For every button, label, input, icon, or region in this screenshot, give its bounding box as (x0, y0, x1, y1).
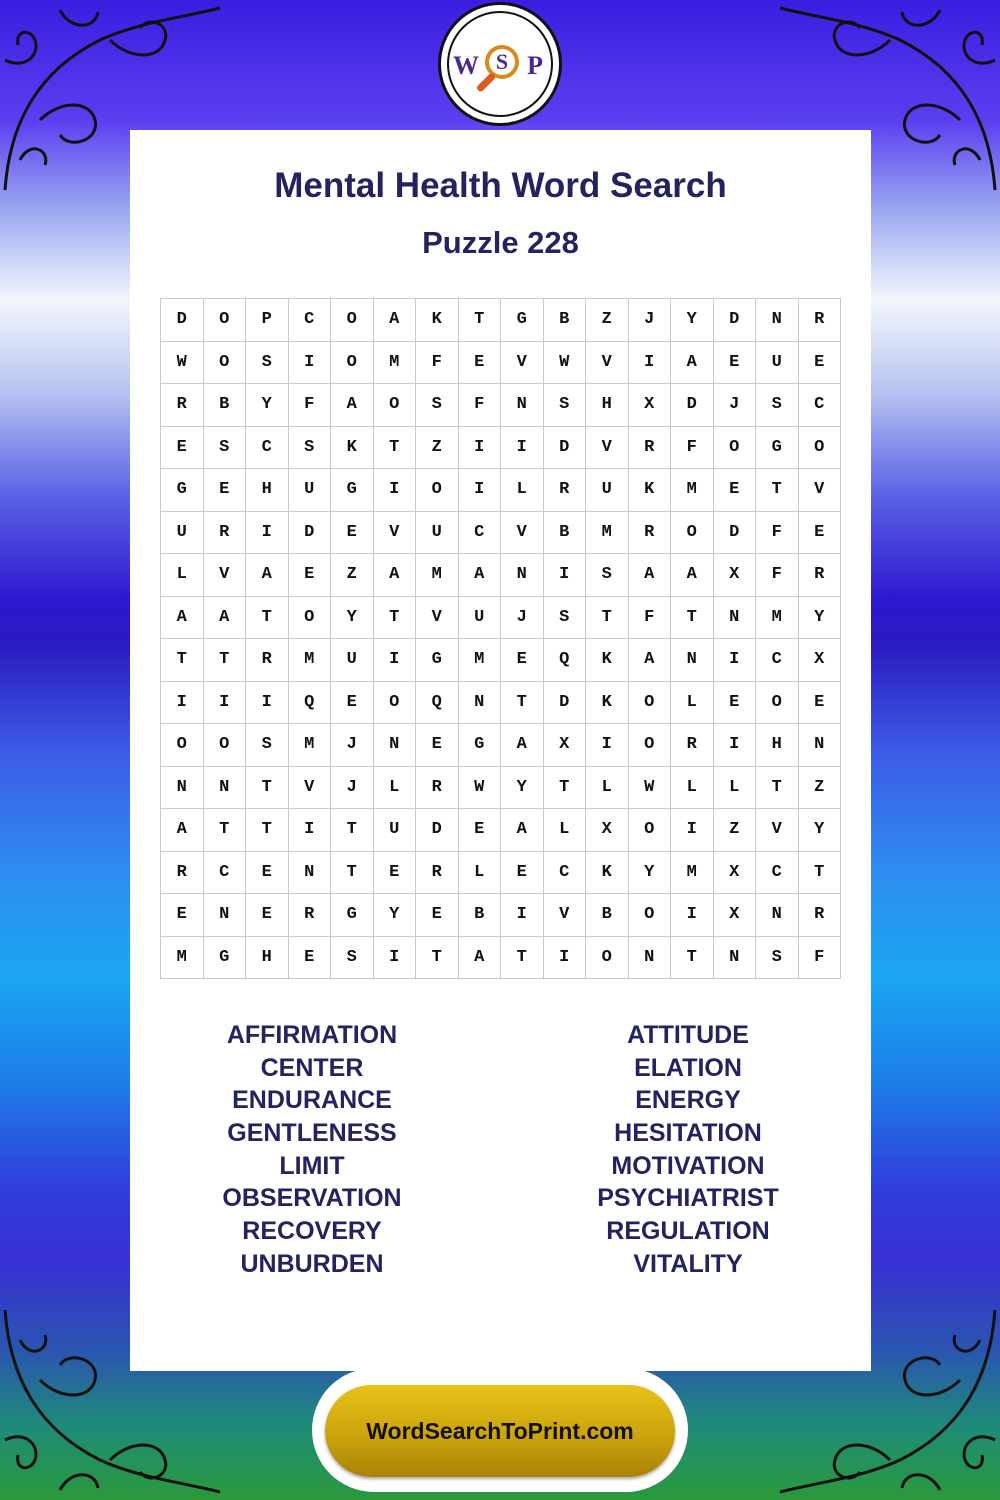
grid-cell[interactable]: I (501, 427, 544, 470)
grid-cell[interactable]: N (459, 682, 502, 725)
grid-cell[interactable]: N (629, 937, 672, 980)
grid-cell[interactable]: X (586, 809, 629, 852)
grid-cell[interactable]: G (416, 639, 459, 682)
grid-cell[interactable]: F (756, 554, 799, 597)
grid-cell[interactable]: H (756, 724, 799, 767)
grid-cell[interactable]: N (714, 597, 757, 640)
grid-cell[interactable]: I (374, 937, 417, 980)
grid-cell[interactable]: A (671, 342, 714, 385)
grid-cell[interactable]: A (204, 597, 247, 640)
grid-cell[interactable]: B (544, 512, 587, 555)
grid-cell[interactable]: M (459, 639, 502, 682)
grid-cell[interactable]: H (586, 384, 629, 427)
grid-cell[interactable]: I (246, 682, 289, 725)
grid-cell[interactable]: S (756, 937, 799, 980)
grid-cell[interactable]: E (799, 682, 842, 725)
grid-cell[interactable]: O (331, 299, 374, 342)
word-item: LIMIT (279, 1151, 345, 1180)
word-item: ELATION (634, 1053, 742, 1082)
grid-cell[interactable]: U (416, 512, 459, 555)
grid-cell[interactable]: T (331, 809, 374, 852)
grid-cell[interactable]: V (416, 597, 459, 640)
grid-cell[interactable]: E (289, 554, 332, 597)
grid-cell[interactable]: A (161, 809, 204, 852)
grid-cell[interactable]: A (246, 554, 289, 597)
grid-cell[interactable]: C (544, 852, 587, 895)
grid-cell[interactable]: L (544, 809, 587, 852)
grid-cell[interactable]: G (161, 469, 204, 512)
grid-cell[interactable]: A (161, 597, 204, 640)
grid-cell[interactable]: I (586, 724, 629, 767)
grid-cell[interactable]: E (459, 342, 502, 385)
grid-cell[interactable]: O (374, 384, 417, 427)
grid-cell[interactable]: E (161, 894, 204, 937)
grid-cell[interactable]: E (246, 894, 289, 937)
grid-cell[interactable]: V (501, 512, 544, 555)
grid-cell[interactable]: E (799, 512, 842, 555)
grid-cell[interactable]: W (629, 767, 672, 810)
grid-cell[interactable]: B (204, 384, 247, 427)
grid-cell[interactable]: Z (799, 767, 842, 810)
grid-cell[interactable]: W (544, 342, 587, 385)
logo-letter-s: S (495, 49, 509, 74)
grid-cell[interactable]: M (671, 852, 714, 895)
grid-cell[interactable]: E (416, 724, 459, 767)
grid-cell[interactable]: M (671, 469, 714, 512)
grid-cell[interactable]: Y (501, 767, 544, 810)
grid-cell[interactable]: E (161, 427, 204, 470)
grid-cell[interactable]: L (374, 767, 417, 810)
grid-cell[interactable]: M (161, 937, 204, 980)
grid-cell[interactable]: R (544, 469, 587, 512)
grid-cell[interactable]: Y (799, 597, 842, 640)
grid-cell[interactable]: T (374, 427, 417, 470)
grid-cell[interactable]: G (459, 724, 502, 767)
site-link-button[interactable]: WordSearchToPrint.com (325, 1385, 675, 1477)
grid-cell[interactable]: C (799, 384, 842, 427)
grid-cell[interactable]: S (331, 937, 374, 980)
grid-cell[interactable]: G (331, 469, 374, 512)
word-list-right (528, 1019, 848, 1281)
grid-cell[interactable]: L (586, 767, 629, 810)
grid-cell[interactable]: T (331, 852, 374, 895)
grid-cell[interactable]: V (544, 894, 587, 937)
grid-cell[interactable]: V (586, 427, 629, 470)
grid-cell[interactable]: S (544, 384, 587, 427)
word-item: CENTER (260, 1053, 364, 1082)
word-item: PSYCHIATRIST (597, 1184, 779, 1213)
grid-cell[interactable]: O (161, 724, 204, 767)
grid-cell[interactable]: E (459, 809, 502, 852)
grid-cell[interactable]: O (289, 597, 332, 640)
grid-cell[interactable]: R (799, 894, 842, 937)
grid-cell[interactable]: N (671, 639, 714, 682)
grid-cell[interactable]: I (501, 894, 544, 937)
grid-cell[interactable]: G (331, 894, 374, 937)
grid-cell[interactable]: S (544, 597, 587, 640)
grid-cell[interactable]: F (629, 597, 672, 640)
grid-cell[interactable]: S (416, 384, 459, 427)
grid-cell[interactable]: D (289, 512, 332, 555)
grid-cell[interactable]: Z (331, 554, 374, 597)
grid-cell[interactable]: A (501, 724, 544, 767)
grid-cell[interactable]: S (204, 427, 247, 470)
grid-cell[interactable]: J (714, 384, 757, 427)
grid-cell[interactable]: N (756, 299, 799, 342)
word-item: ENDURANCE (232, 1086, 392, 1115)
grid-cell[interactable]: I (629, 342, 672, 385)
grid-cell[interactable]: T (246, 767, 289, 810)
grid-cell[interactable]: E (799, 342, 842, 385)
grid-cell[interactable]: A (331, 384, 374, 427)
page-title: Mental Health Word Search (274, 166, 727, 205)
word-item: REGULATION (606, 1217, 770, 1246)
grid-cell[interactable]: U (459, 597, 502, 640)
word-item: ENERGY (635, 1086, 741, 1115)
grid-cell[interactable]: T (246, 597, 289, 640)
grid-cell[interactable]: O (671, 512, 714, 555)
grid-cell[interactable]: O (586, 937, 629, 980)
grid-cell[interactable]: I (289, 342, 332, 385)
grid-cell[interactable]: T (799, 852, 842, 895)
grid-cell[interactable]: O (204, 342, 247, 385)
grid-cell[interactable]: R (799, 299, 842, 342)
grid-cell[interactable]: I (544, 554, 587, 597)
grid-cell[interactable]: I (161, 682, 204, 725)
word-item: RECOVERY (242, 1217, 382, 1246)
word-item: OBSERVATION (222, 1184, 402, 1213)
grid-cell[interactable]: M (289, 639, 332, 682)
grid-cell[interactable]: I (459, 469, 502, 512)
grid-cell[interactable]: S (586, 554, 629, 597)
grid-cell[interactable]: Y (629, 852, 672, 895)
grid-cell[interactable]: C (756, 639, 799, 682)
grid-cell[interactable]: O (204, 299, 247, 342)
grid-cell[interactable]: V (289, 767, 332, 810)
grid-cell[interactable]: R (204, 512, 247, 555)
grid-cell[interactable]: N (501, 554, 544, 597)
word-item: AFFIRMATION (226, 1021, 398, 1049)
grid-cell[interactable]: L (671, 682, 714, 725)
grid-cell[interactable]: A (671, 554, 714, 597)
grid-cell[interactable]: V (756, 809, 799, 852)
grid-cell[interactable]: D (161, 299, 204, 342)
grid-cell[interactable]: M (756, 597, 799, 640)
grid-cell[interactable]: Y (799, 809, 842, 852)
grid-cell[interactable]: T (374, 597, 417, 640)
grid-cell[interactable]: J (629, 299, 672, 342)
grid-cell[interactable]: M (289, 724, 332, 767)
grid-cell[interactable]: R (629, 427, 672, 470)
grid-cell[interactable]: D (416, 809, 459, 852)
grid-cell[interactable]: T (459, 299, 502, 342)
logo-letter-w: W (453, 51, 479, 80)
grid-cell[interactable]: O (714, 427, 757, 470)
grid-cell[interactable]: O (629, 809, 672, 852)
grid-cell[interactable]: A (374, 299, 417, 342)
grid-cell[interactable]: R (671, 724, 714, 767)
grid-cell[interactable]: L (459, 852, 502, 895)
grid-cell[interactable]: C (204, 852, 247, 895)
grid-cell[interactable]: F (799, 937, 842, 980)
grid-cell[interactable]: A (374, 554, 417, 597)
grid-cell[interactable]: E (331, 512, 374, 555)
grid-cell[interactable]: N (289, 852, 332, 895)
grid-cell[interactable]: T (756, 767, 799, 810)
grid-cell[interactable]: F (756, 512, 799, 555)
grid-cell[interactable]: O (331, 342, 374, 385)
grid-cell[interactable]: D (544, 682, 587, 725)
grid-cell[interactable]: R (629, 512, 672, 555)
grid-cell[interactable]: D (714, 512, 757, 555)
grid-cell[interactable]: Y (374, 894, 417, 937)
grid-cell[interactable]: X (544, 724, 587, 767)
grid-cell[interactable]: O (799, 427, 842, 470)
grid-cell[interactable]: I (289, 809, 332, 852)
grid-cell[interactable]: U (289, 469, 332, 512)
word-item: ATTITUDE (627, 1021, 749, 1049)
grid-cell[interactable]: H (246, 937, 289, 980)
word-item: HESITATION (614, 1119, 762, 1148)
grid-cell[interactable]: X (714, 852, 757, 895)
grid-cell[interactable]: E (714, 342, 757, 385)
grid-cell[interactable]: T (586, 597, 629, 640)
word-item: UNBURDEN (240, 1249, 384, 1278)
grid-cell[interactable]: I (459, 427, 502, 470)
grid-cell[interactable]: X (714, 554, 757, 597)
grid-cell[interactable]: R (246, 639, 289, 682)
logo-letter-p: P (527, 51, 543, 80)
grid-cell[interactable]: J (501, 597, 544, 640)
grid-cell[interactable]: U (161, 512, 204, 555)
grid-cell[interactable]: C (246, 427, 289, 470)
word-item: GENTLENESS (227, 1119, 397, 1148)
grid-cell[interactable]: E (204, 469, 247, 512)
grid-cell[interactable]: A (459, 937, 502, 980)
grid-cell[interactable]: H (246, 469, 289, 512)
grid-cell[interactable]: W (459, 767, 502, 810)
grid-cell[interactable]: B (586, 894, 629, 937)
grid-cell[interactable]: K (586, 852, 629, 895)
grid-cell[interactable]: V (501, 342, 544, 385)
word-item: VITALITY (633, 1249, 743, 1278)
grid-cell[interactable]: U (586, 469, 629, 512)
grid-cell[interactable]: R (161, 852, 204, 895)
grid-cell[interactable]: I (374, 639, 417, 682)
grid-cell[interactable]: Z (714, 809, 757, 852)
grid-cell[interactable]: O (204, 724, 247, 767)
grid-cell[interactable]: I (374, 469, 417, 512)
grid-cell[interactable]: F (459, 384, 502, 427)
grid-cell[interactable]: G (501, 299, 544, 342)
grid-cell[interactable]: E (714, 682, 757, 725)
grid-cell[interactable]: R (416, 852, 459, 895)
grid-cell[interactable]: I (671, 894, 714, 937)
grid-cell[interactable]: L (671, 767, 714, 810)
grid-cell[interactable]: T (544, 767, 587, 810)
grid-cell[interactable]: S (756, 384, 799, 427)
grid-cell[interactable]: E (374, 852, 417, 895)
grid-cell[interactable]: N (374, 724, 417, 767)
grid-cell[interactable]: W (161, 342, 204, 385)
grid-cell[interactable]: U (374, 809, 417, 852)
grid-cell[interactable]: L (501, 469, 544, 512)
grid-cell[interactable]: T (756, 469, 799, 512)
grid-cell[interactable]: X (714, 894, 757, 937)
grid-cell[interactable]: D (671, 384, 714, 427)
grid-cell[interactable]: V (204, 554, 247, 597)
grid-cell[interactable]: U (756, 342, 799, 385)
grid-cell[interactable]: R (289, 894, 332, 937)
grid-cell[interactable]: T (501, 682, 544, 725)
grid-cell[interactable]: J (331, 724, 374, 767)
grid-cell[interactable]: N (204, 767, 247, 810)
grid-cell[interactable]: Y (246, 384, 289, 427)
grid-cell[interactable]: T (501, 937, 544, 980)
grid-cell[interactable]: G (204, 937, 247, 980)
grid-cell[interactable]: E (289, 937, 332, 980)
grid-cell[interactable]: L (161, 554, 204, 597)
grid-cell[interactable]: I (204, 682, 247, 725)
letter-grid (160, 298, 841, 979)
word-item: MOTIVATION (611, 1151, 765, 1180)
grid-cell[interactable]: L (714, 767, 757, 810)
grid-cell[interactable]: N (756, 894, 799, 937)
grid-cell[interactable]: U (331, 639, 374, 682)
grid-cell[interactable]: E (501, 852, 544, 895)
grid-cell[interactable]: V (586, 342, 629, 385)
grid-cell[interactable]: D (544, 427, 587, 470)
grid-cell[interactable]: E (246, 852, 289, 895)
grid-cell[interactable]: M (374, 342, 417, 385)
grid-cell[interactable]: A (501, 809, 544, 852)
grid-cell[interactable]: F (671, 427, 714, 470)
grid-cell[interactable]: V (799, 469, 842, 512)
grid-cell[interactable]: N (799, 724, 842, 767)
grid-cell[interactable]: A (459, 554, 502, 597)
grid-cell[interactable]: O (416, 469, 459, 512)
grid-cell[interactable]: D (714, 299, 757, 342)
grid-cell[interactable]: M (416, 554, 459, 597)
grid-cell[interactable]: K (586, 682, 629, 725)
grid-cell[interactable]: B (544, 299, 587, 342)
grid-cell[interactable]: N (161, 767, 204, 810)
grid-cell[interactable]: I (544, 937, 587, 980)
grid-cell[interactable]: X (799, 639, 842, 682)
grid-cell[interactable]: C (289, 299, 332, 342)
grid-cell[interactable]: I (714, 724, 757, 767)
grid-cell[interactable]: J (331, 767, 374, 810)
grid-cell[interactable]: R (799, 554, 842, 597)
grid-cell[interactable]: Y (331, 597, 374, 640)
grid-cell[interactable]: O (629, 894, 672, 937)
grid-cell[interactable]: T (671, 937, 714, 980)
wsp-logo[interactable] (438, 2, 562, 126)
grid-cell[interactable]: Z (416, 427, 459, 470)
grid-cell[interactable]: Q (544, 639, 587, 682)
grid-cell[interactable]: K (586, 639, 629, 682)
grid-cell[interactable]: T (161, 639, 204, 682)
grid-cell[interactable]: G (756, 427, 799, 470)
grid-cell[interactable]: T (416, 937, 459, 980)
grid-cell[interactable]: O (629, 682, 672, 725)
grid-cell[interactable]: E (501, 639, 544, 682)
grid-cell[interactable]: I (671, 809, 714, 852)
grid-cell[interactable]: K (629, 469, 672, 512)
grid-cell[interactable]: O (374, 682, 417, 725)
grid-cell[interactable]: R (161, 384, 204, 427)
grid-cell[interactable]: E (331, 682, 374, 725)
grid-cell[interactable]: A (629, 639, 672, 682)
grid-cell[interactable]: Q (289, 682, 332, 725)
puzzle-number: Puzzle 228 (422, 225, 579, 260)
grid-cell[interactable]: R (416, 767, 459, 810)
grid-cell[interactable]: C (459, 512, 502, 555)
grid-cell[interactable]: S (289, 427, 332, 470)
grid-cell[interactable]: E (714, 469, 757, 512)
grid-cell[interactable]: Z (586, 299, 629, 342)
grid-cell[interactable]: T (204, 809, 247, 852)
grid-cell[interactable]: I (246, 512, 289, 555)
grid-cell[interactable]: X (629, 384, 672, 427)
grid-cell[interactable]: T (246, 809, 289, 852)
grid-cell[interactable]: A (629, 554, 672, 597)
grid-cell[interactable]: O (756, 682, 799, 725)
grid-cell[interactable]: N (501, 384, 544, 427)
grid-cell[interactable]: F (289, 384, 332, 427)
grid-cell[interactable]: F (416, 342, 459, 385)
grid-cell[interactable]: V (374, 512, 417, 555)
grid-cell[interactable]: T (204, 639, 247, 682)
grid-cell[interactable]: B (459, 894, 502, 937)
grid-cell[interactable]: Y (671, 299, 714, 342)
grid-cell[interactable]: Q (416, 682, 459, 725)
grid-cell[interactable]: N (204, 894, 247, 937)
grid-cell[interactable]: S (246, 342, 289, 385)
grid-cell[interactable]: I (714, 639, 757, 682)
grid-cell[interactable]: S (246, 724, 289, 767)
grid-cell[interactable]: K (331, 427, 374, 470)
puzzle-sheet (130, 130, 871, 1371)
grid-cell[interactable]: C (756, 852, 799, 895)
grid-cell[interactable]: K (416, 299, 459, 342)
grid-cell[interactable]: N (714, 937, 757, 980)
word-list-left (152, 1019, 472, 1281)
grid-cell[interactable]: M (586, 512, 629, 555)
grid-cell[interactable]: E (416, 894, 459, 937)
grid-cell[interactable]: T (671, 597, 714, 640)
grid-cell[interactable]: P (246, 299, 289, 342)
grid-cell[interactable]: O (629, 724, 672, 767)
